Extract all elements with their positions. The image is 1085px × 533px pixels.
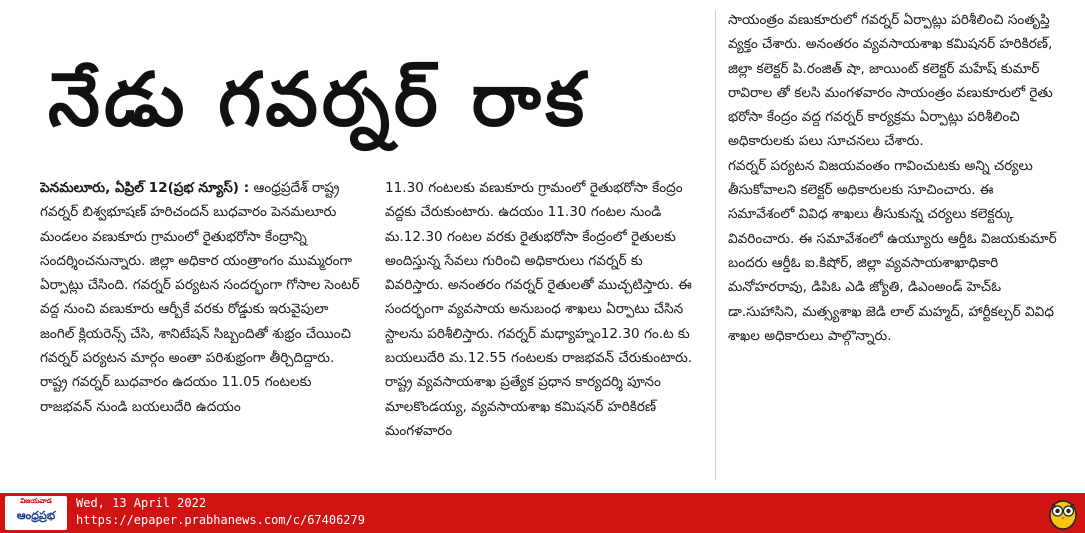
column-3-paragraph-1: సాయంత్రం వణుకూరులో గవర్నర్ ఏర్పాట్లు పరిశీలించి సంతృప్తి వ్యక్తం చేశారు. అనంతరం వ్యవసాయశాఖ కమిషనర్ హరికిరణ్, జిల్లా కలెక్టర్ పి.రంజిత్ షా, జాయింట్ కలెక్టర్ మహేష్ కుమార్ రావిరాల తో కలసి మంగళవారం సాయంత్రం వణుకూరులో రైతు భరోసా కేంద్రం వద్ద గవర్నర్ కార్యక్రమ ఏర్పాట్లు పరిశీలించి అధికారులకు పలు సూచనలు చేశారు. <box>728 12 1053 150</box>
owl-icon[interactable] <box>1046 496 1080 530</box>
article-column-1 <box>40 176 360 476</box>
article-column-2 <box>385 176 693 476</box>
headline: నేడు గవర్నర్ రాక <box>48 57 588 143</box>
article-column-3 <box>728 8 1058 478</box>
column-3-paragraph-2: గవర్నర్ పర్యటన విజయవంతం గావించుటకు అన్ని చర్యలు తీసుకోవాలని కలెక్టర్ అధికారులకు సూచించారు. ఈ సమావేశంలో వివిధ శాఖలు తీసుకున్న చర్యలు కలెక్టర్కు వివరించారు. ఈ సమావేశంలో ఉయ్యూరు ఆర్డీఓ విజయకుమార్ బందరు ఆర్డీఓ ఐ.కిషోర్, జిల్లా వ్యవసాయశాఖాధికారి మనోహరరావు, డిపిఓ ఎడి జ్యోతి, డిఎంఅండ్ హెచ్ఓ డా.సుహాసిని, మత్స్యశాఖ జెడి లాల్ మహ్మద్, హార్టీకల్చర్ వివిధ శాఖల అధికారులు పాల్గొన్నారు. <box>728 157 1057 344</box>
clip-url[interactable]: https://epaper.prabhanews.com/c/67406279 <box>76 513 365 527</box>
column-divider <box>715 10 716 480</box>
publication-date: Wed, 13 April 2022 <box>76 496 207 510</box>
logo-edition: విజయవాడ <box>20 497 52 505</box>
article-paragraph <box>40 176 360 419</box>
footer-bar <box>0 493 1085 533</box>
column-2-text: 11.30 గంటలకు వణుకూరు గ్రామంలో రైతుభరోసా కేంద్రం వద్దకు చేరుకుంటారు. ఉదయం 11.30 గంటల నుండి మ.12.30 గంటల వరకు రైతుభరోసా కేంద్రంలో రైతులకు అందిస్తున్న సేవలు గురించి అధికారులు గవర్నర్ కు వివరిస్తారు. అనంతరం గవర్నర్ రైతులతో ముచ్చటిస్తారు. ఈ సందర్భంగా వ్యవసాయ అనుబంధ శాఖలు ఏర్పాటు చేసిన స్టాలను పరిశీలిస్తారు. గవర్నర్ మధ్యాహ్నం12.30 గం.ట కు బయలుదేరి మ.12.55 గంటలకు రాజభవన్ చేరుకుంటారు. రాష్ట్ర వ్యవసాయశాఖ ప్రత్యేక ప్రధాన కార్యదర్శి పూనం మాలకొండయ్య, వ్యవసాయశాఖ కమిషనర్ హరికిరణ్ మంగళవారం <box>385 180 693 439</box>
dateline: పెనమలూరు, ఏప్రిల్ 12(ప్రభ న్యూస్) : <box>40 180 250 196</box>
logo-title: ఆంధ్రప్రభ <box>16 509 56 522</box>
newspaper-logo[interactable] <box>5 496 67 530</box>
column-1-text: ఆంధ్రప్రదేశ్ రాష్ట్ర గవర్నర్ బిశ్వభూషణ్ హరిచందన్ బుధవారం పెనమలూరు మండలం వణుకూరు గ్రామంలో రైతుభరోసా కేంద్రాన్ని సందర్శించనున్నారు. జిల్లా అధికార యంత్రాంగం ముమ్మరంగా ఏర్పాట్లు చేసింది. గవర్నర్ పర్యటన సందర్భంగా గోసాల సెంటర్ వద్ద నుంచి వణుకూరు ఆర్బీకే వరకు రోడ్డుకు ఇరువైపులా జంగిల్ క్లియరెన్స్ చేసి, శానిటేషన్ సిబ్బందితో శుభ్రం చేయించి గవర్నర్ పర్యటన మార్గం అంతా పరిశుభ్రంగా తీర్చిదిద్దారు. రాష్ట్ర గవర్నర్ బుధవారం ఉదయం 11.05 గంటలకు రాజభవన్ నుండి బయలుదేరి ఉదయం <box>40 180 360 415</box>
